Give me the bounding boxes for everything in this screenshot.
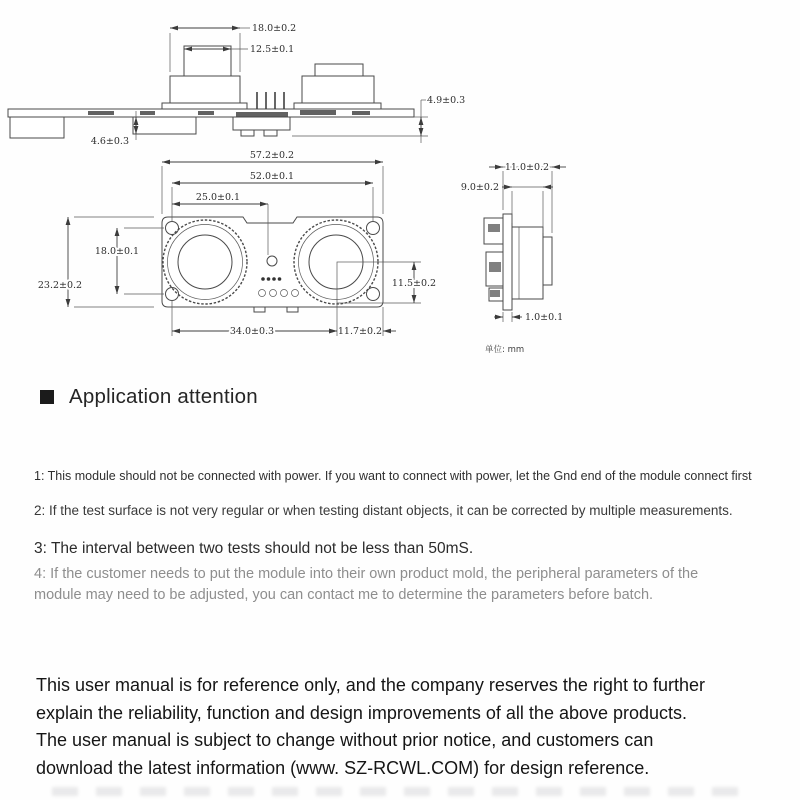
note-4-line-2: module may need to be adjusted, you can contact me to determine the parameters before batch.: [34, 587, 654, 603]
disclaimer-line-4: download the latest information (www. SZ-RCWL.COM) for design reference.: [36, 757, 650, 778]
mounting-hole: [166, 222, 179, 235]
left-underside-component: [10, 117, 64, 138]
faded-footer-text: [52, 787, 752, 796]
transducer-face: [543, 237, 552, 285]
dimension-drawings: [0, 0, 800, 377]
dim-top-can-width: 18.0±0.2: [252, 23, 297, 34]
note-1: 1: This module should not be connected with power. If you want to connect with power, let the Gnd end of the module connect first: [34, 468, 752, 483]
note-3: 3: The interval between two tests should not be less than 50mS.: [34, 539, 474, 557]
transducer-profile: [512, 227, 543, 299]
dim-front-bottom-right-span: 11.7±0.2: [337, 326, 383, 337]
square-bullet-icon: [40, 390, 54, 404]
mounting-hole: [166, 288, 179, 301]
dim-side-total-depth: 11.0±0.2: [504, 162, 550, 173]
pcb-profile: [503, 214, 512, 310]
unit-label: 单位: mm: [485, 345, 525, 355]
dim-front-bottom-left-span: 34.0±0.3: [229, 326, 275, 337]
disclaimer-line-2: explain the reliability, function and design improvements of all the above products.: [36, 702, 688, 723]
side-view-drawing: [461, 162, 566, 355]
dim-front-right-vertical: 11.5±0.2: [391, 278, 437, 289]
disclaimer-paragraph: [36, 672, 705, 782]
left-transducer-side: [162, 46, 247, 109]
dim-front-center-offset: 25.0±0.1: [195, 192, 241, 203]
application-attention-heading: [40, 385, 258, 409]
note-4-line-1: 4: If the customer needs to put the module into their own product mold, the peripheral parameters of the: [34, 566, 699, 582]
disclaimer-line-1: This user manual is for reference only, and the company reserves the right to further: [36, 675, 705, 695]
center-hole: [267, 256, 277, 266]
section-title: Application attention: [69, 385, 258, 408]
right-transducer-side: [294, 64, 381, 109]
dim-side-can-depth: 9.0±0.2: [460, 182, 499, 193]
dim-top-left-clearance: 4.6±0.3: [90, 136, 129, 147]
top-view-drawing: [8, 23, 465, 147]
mechanical-drawing-svg: [0, 0, 800, 372]
header-pins: [257, 92, 284, 109]
underside-step: [133, 117, 196, 134]
underside-connector: [233, 117, 290, 130]
disclaimer-line-3: The user manual is subject to change without prior notice, and customers can: [36, 730, 654, 750]
note-4: [34, 564, 748, 606]
dim-front-hole-span-width: 52.0±0.1: [249, 171, 295, 182]
dim-front-board-width: 57.2±0.2: [249, 150, 295, 161]
dim-top-right-clearance: 4.9±0.3: [427, 95, 466, 106]
dim-top-horn-width: 12.5±0.1: [250, 44, 295, 55]
dim-front-hole-span-height: 18.0±0.1: [94, 246, 140, 257]
dim-front-board-height: 23.2±0.2: [37, 280, 83, 291]
note-2: 2: If the test surface is not very regular or when testing distant objects, it can be corrected by multiple measurements.: [34, 502, 733, 518]
dim-side-pcb-thickness: 1.0±0.1: [525, 312, 564, 323]
mounting-hole: [367, 222, 380, 235]
front-view-drawing: [38, 150, 436, 337]
